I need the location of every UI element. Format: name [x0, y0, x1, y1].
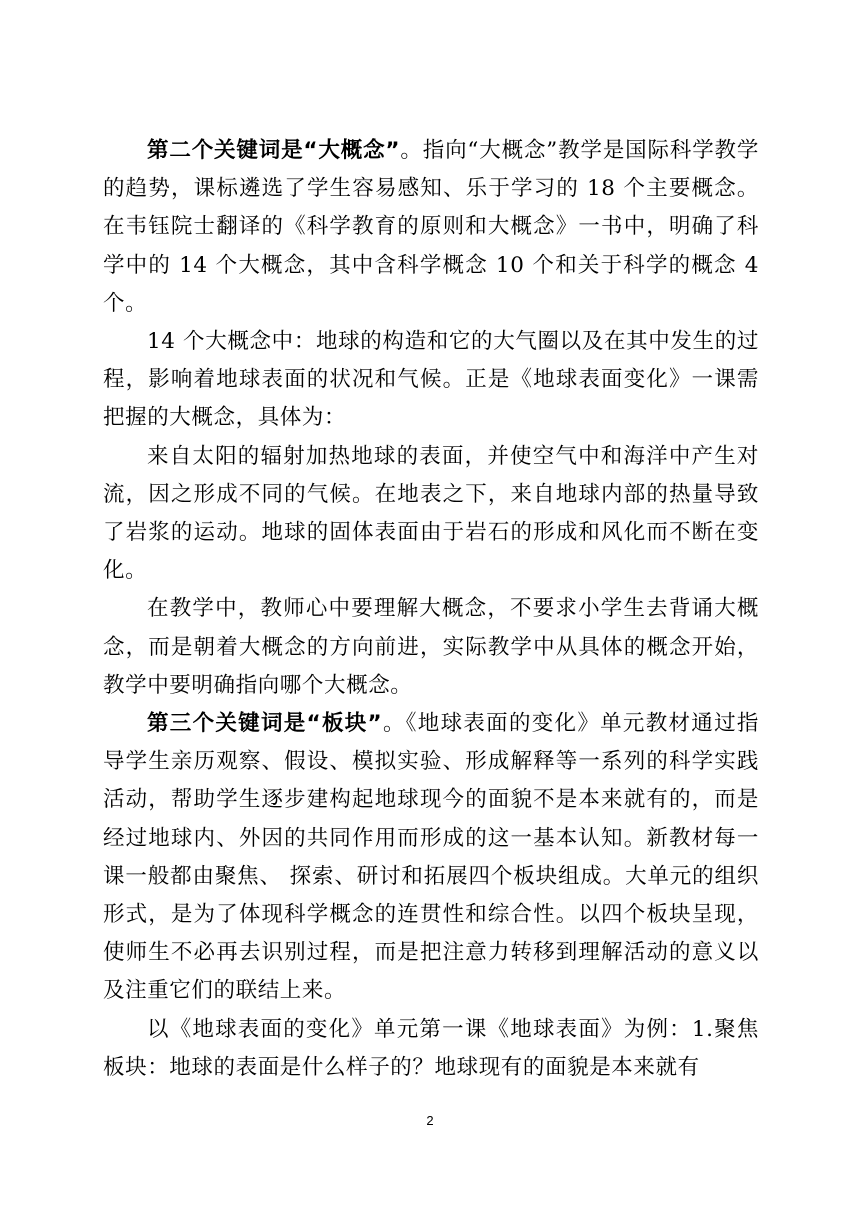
paragraph-big-concept-keyword: [103, 132, 759, 323]
paragraph-text: 来自太阳的辐射加热地球的表面，并使空气中和海洋中产生对流，因之形成不同的气候。在地表之下，来自地球内部的热量导致了岩浆的运动。地球的固体表面由于岩石的形成和风化而不断在变化。: [103, 443, 759, 584]
paragraph-text: 以《地球表面的变化》单元第一课《地球表面》为例：1.聚焦板块：地球的表面是什么样子的？地球现有的面貌是本来就有: [103, 1016, 759, 1080]
paragraph-14-concepts: [103, 323, 759, 438]
paragraph-text: 在教学中，教师心中要理解大概念，不要求小学生去背诵大概念，而是朝着大概念的方向前进，实际教学中从具体的概念开始，教学中要明确指向哪个大概念。: [103, 596, 759, 698]
document-body: [103, 132, 759, 1087]
paragraph-teaching: [103, 590, 759, 705]
paragraph-text: 14 个大概念中：地球的构造和它的大气圈以及在其中发生的过程，影响着地球表面的状况和气候。正是《地球表面变化》一课需把握的大概念，具体为：: [103, 329, 759, 431]
page-number: 2: [426, 1113, 434, 1128]
paragraph-text: 。《地球表面的变化》单元教材通过指导学生亲历观察、假设、模拟实验、形成解释等一系列的科学实践活动，帮助学生逐步建构起地球现今的面貌不是本来就有的，而是经过地球内、外因的共同作用而形成的这一基本认知。新教材每一课一般都由聚焦、 探索、研讨和拓展四个板块组成。大单元的组织形式，是为了体现科学概念的连贯性和综合性。以四个板块呈现，使师生不必再去识别过程，而是把注意力转移到理解活动的意义以及注重它们的联结上来。: [103, 711, 759, 1004]
keyword-heading: 第二个关键词是“大概念”: [147, 138, 401, 163]
keyword-heading: 第三个关键词是“板块”: [147, 711, 383, 737]
paragraph-text: 。指向“大概念”教学是国际科学教学的趋势，课标遴选了学生容易感知、乐于学习的 18 个主要概念。在韦钰院士翻译的《科学教育的原则和大概念》一书中，明确了科学中的 14 个大概念，其中含科学概念 10 个和关于科学的概念 4 个。: [103, 138, 759, 316]
paragraph-example-lesson: [103, 1011, 759, 1087]
paragraph-solar-radiation: [103, 438, 759, 591]
paragraph-plate-keyword: [103, 705, 759, 1011]
